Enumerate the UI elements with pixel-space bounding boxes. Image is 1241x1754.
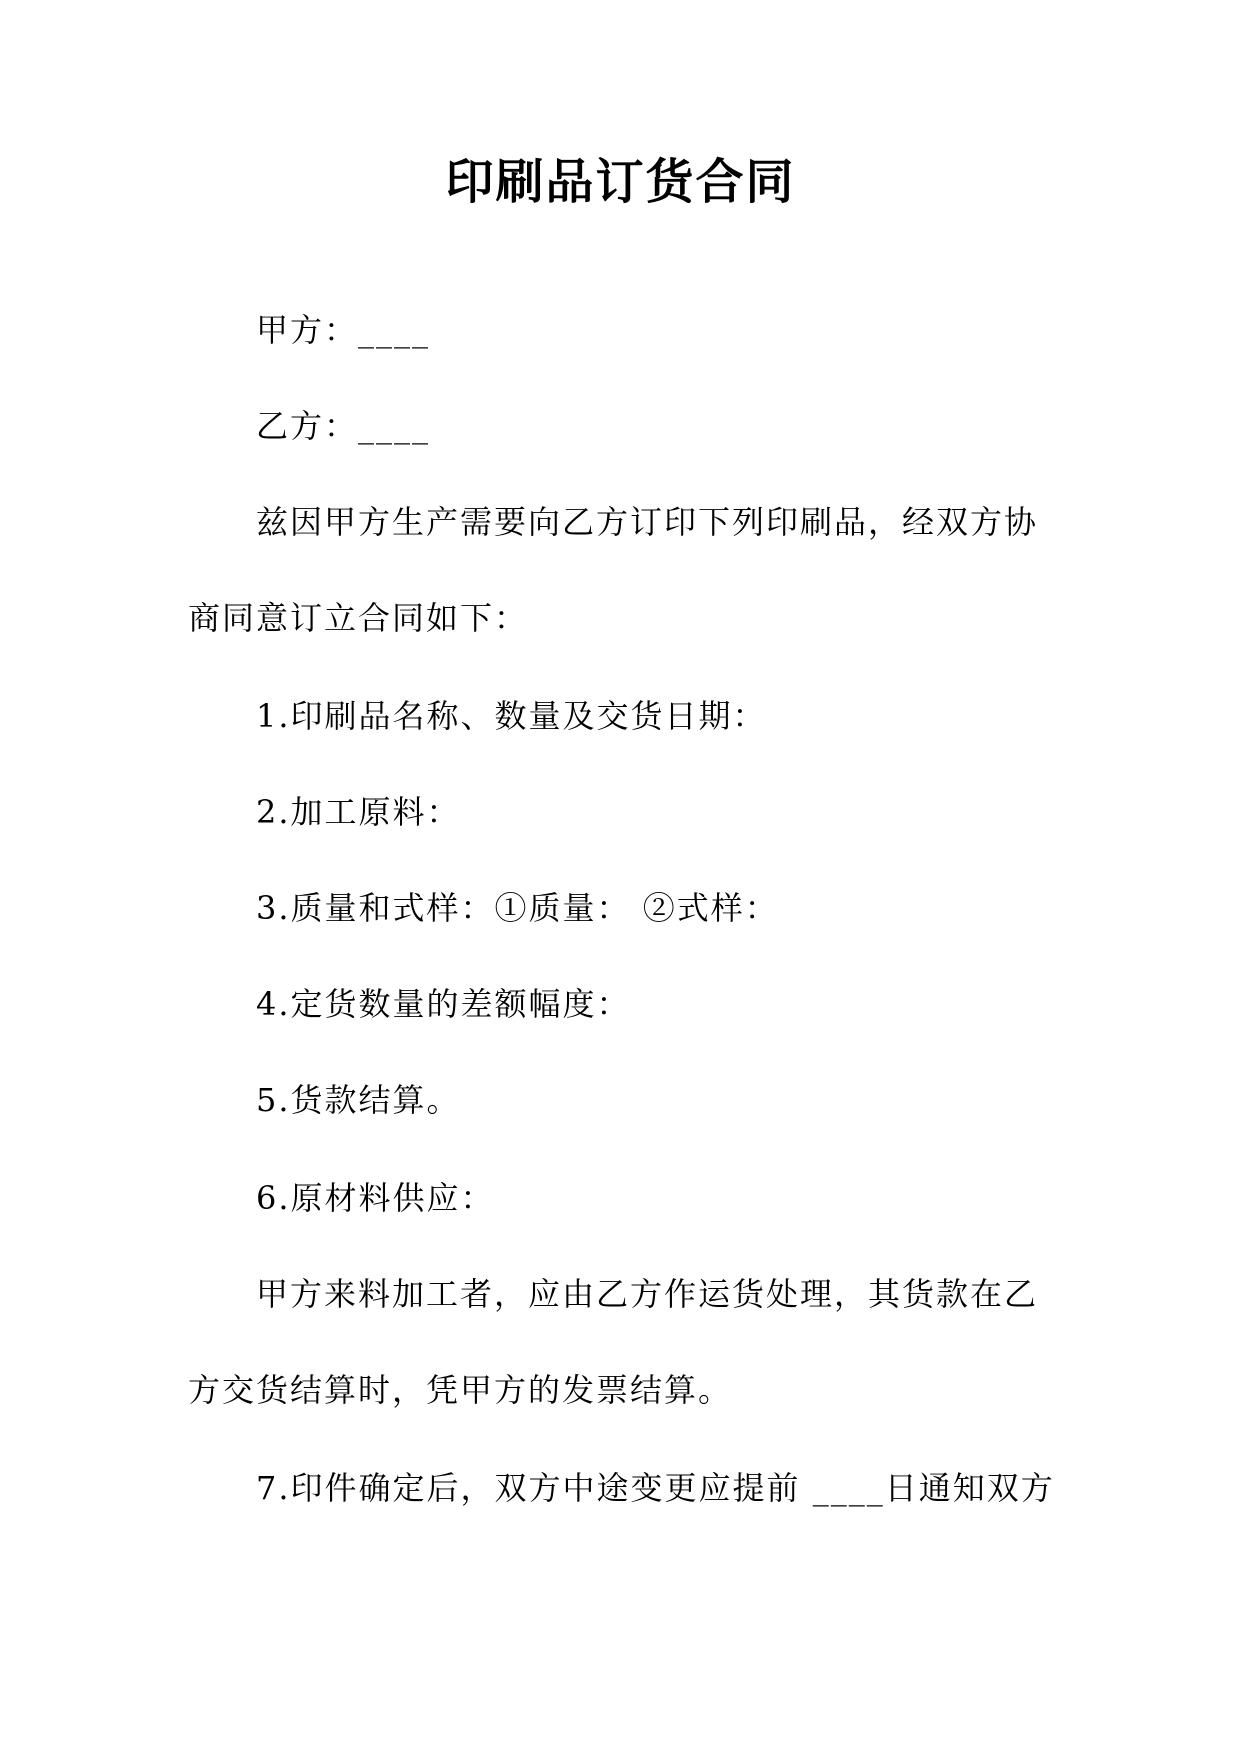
clause-5: 5.货款结算。 <box>256 1081 461 1119</box>
clause-6-paragraph-line-2: 方交货结算时，凭甲方的发票结算。 <box>188 1371 733 1409</box>
clause-7: 7.印件确定后，双方中途变更应提前 ____日通知双方 <box>256 1469 1055 1507</box>
party-a-line: 甲方：____ <box>256 311 431 349</box>
intro-paragraph-line-1: 兹因甲方生产需要向乙方订印下列印刷品，经双方协 <box>256 503 1039 541</box>
clause-6: 6.原材料供应： <box>256 1179 495 1217</box>
clause-4: 4.定货数量的差额幅度： <box>256 985 631 1023</box>
intro-paragraph-line-2: 商同意订立合同如下： <box>188 599 529 637</box>
clause-2: 2.加工原料： <box>256 793 461 831</box>
document-title: 印刷品订货合同 <box>445 154 796 210</box>
clause-3: 3.质量和式样：①质量： ②式样： <box>256 889 779 927</box>
party-b-line: 乙方：____ <box>256 407 431 445</box>
clause-1: 1.印刷品名称、数量及交货日期： <box>256 697 767 735</box>
clause-6-paragraph-line-1: 甲方来料加工者，应由乙方作运货处理，其货款在乙 <box>256 1275 1039 1313</box>
